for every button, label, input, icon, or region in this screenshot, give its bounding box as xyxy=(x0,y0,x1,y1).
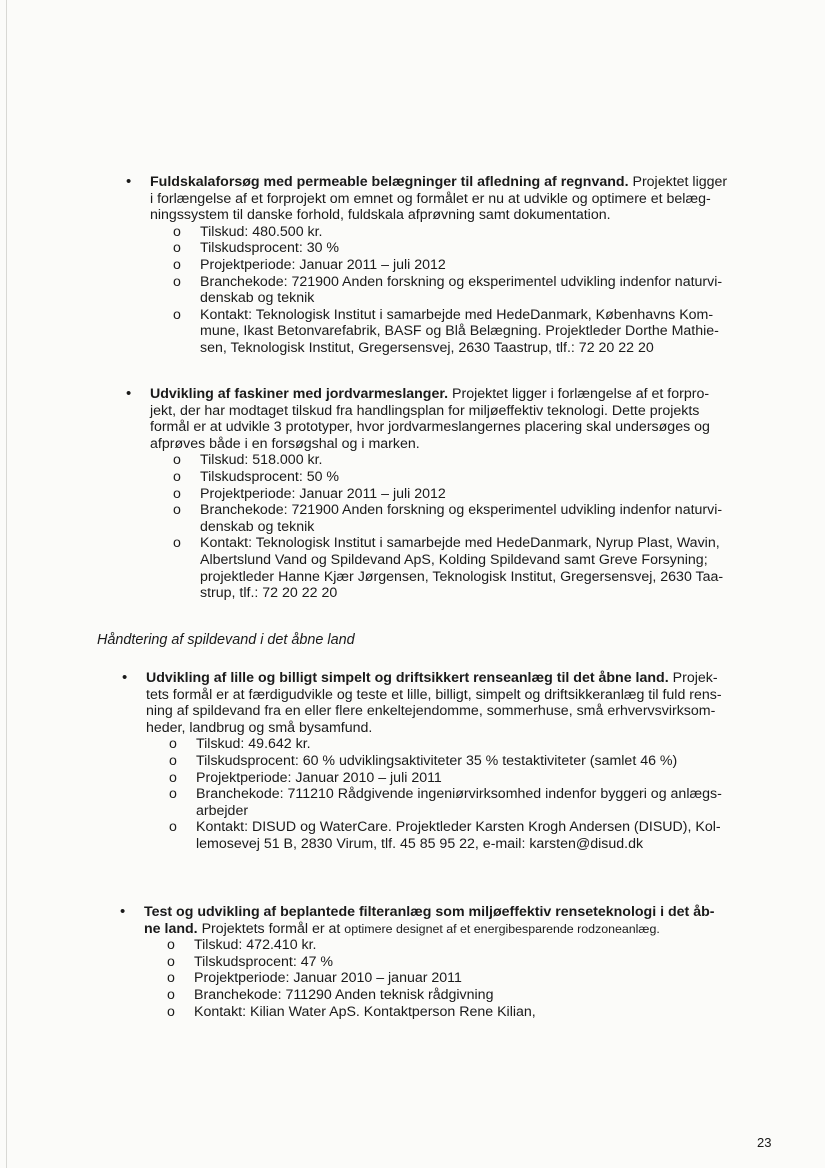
detail-contact xyxy=(144,1004,775,1021)
bullet-icon: • xyxy=(122,669,128,686)
detail-text: Tilskudsprocent: 47 % xyxy=(194,953,334,970)
project-details xyxy=(150,452,775,601)
detail-grant-percent xyxy=(150,469,775,486)
lead-line: Projektet ligger xyxy=(632,174,728,190)
detail-period xyxy=(144,970,775,987)
detail-text: mune, Ikast Betonvarefabrik, BASF og Blå Belægning. Projektleder Dorthe Mathie- xyxy=(200,323,719,340)
detail-text: Kontakt: DISUD og WaterCare. Projektleder Karsten Krogh Andersen (DISUD), Kol- xyxy=(196,819,721,836)
detail-text: Branchekode: 711210 Rådgivende ingeniørvirksomhed indenfor byggeri og anlægs- xyxy=(196,786,722,803)
detail-text: Branchekode: 711290 Anden teknisk rådgivning xyxy=(194,986,494,1003)
project-title: Fuldskalaforsøg med permeable belægninger til afledning af regnvand. xyxy=(150,174,629,190)
detail-text: Branchekode: 721900 Anden forskning og eksperimentel udvikling indenfor naturvi- xyxy=(200,502,723,519)
detail-period xyxy=(150,486,775,503)
lead-line: Projektet ligger i forlængelse af et forpro- xyxy=(452,386,710,402)
project-infiltration-ground-heat xyxy=(126,385,775,602)
detail-text: strup, tlf.: 72 20 22 20 xyxy=(200,585,338,602)
detail-grant xyxy=(150,224,775,241)
lead-line: Projektets formål er at xyxy=(201,920,341,937)
detail-text: sen, Teknologisk Institut, Gregersensvej, 2630 Taastrup, tlf.: 72 20 22 20 xyxy=(200,339,654,356)
detail-text: denskab og teknik xyxy=(200,518,315,535)
sub-bullet-icon: o xyxy=(173,535,181,552)
sub-bullet-icon: o xyxy=(169,752,177,769)
lead-line: formål er at udvikle 3 prototyper, hvor jordvarmeslangernes placering skal undersøges og xyxy=(150,419,710,436)
sub-bullet-icon: o xyxy=(173,240,181,257)
sub-bullet-icon: o xyxy=(167,970,175,987)
bullet-icon: • xyxy=(126,385,132,402)
project-title: Test og udvikling af beplantede filteranlæg som miljøeffektiv renseteknologi i det åb- xyxy=(144,904,715,920)
sub-bullet-icon: o xyxy=(173,452,181,469)
detail-industry-code xyxy=(146,786,775,819)
sub-bullet-icon: o xyxy=(167,953,175,970)
detail-industry-code xyxy=(144,987,775,1004)
detail-text: Projektperiode: Januar 2011 – juli 2012 xyxy=(200,485,446,502)
detail-industry-code xyxy=(150,502,775,535)
detail-grant-percent xyxy=(144,954,775,971)
detail-period xyxy=(146,770,775,787)
detail-text: denskab og teknik xyxy=(200,290,315,307)
sub-bullet-icon: o xyxy=(167,1003,175,1020)
detail-text: Projektperiode: Januar 2011 – juli 2012 xyxy=(200,256,446,273)
lead-line: Projek- xyxy=(672,670,718,686)
bullet-icon: • xyxy=(120,903,126,920)
sub-bullet-icon: o xyxy=(167,937,175,954)
detail-text: lemosevej 51 B, 2830 Virum, tlf. 45 85 95 22, e-mail: karsten@disud.dk xyxy=(196,835,644,852)
detail-text: Tilskud: 472.410 kr. xyxy=(194,937,317,954)
lead-line: i forlængelse af et forprojekt om emnet og formålet er nu at udvikle og optimere et belæg- xyxy=(150,190,711,207)
detail-text: Kontakt: Kilian Water ApS. Kontaktperson Rene Kilian, xyxy=(194,1003,536,1020)
project-lead xyxy=(146,670,775,736)
lead-line: optimere designet af et energibesparende rodzoneanlæg. xyxy=(344,921,660,936)
lead-line: heder, landbrug og små bysamfund. xyxy=(146,719,373,736)
detail-grant-percent xyxy=(150,240,775,257)
detail-text: Projektperiode: Januar 2010 – juli 2011 xyxy=(196,769,442,786)
sub-bullet-icon: o xyxy=(173,306,181,323)
sub-bullet-icon: o xyxy=(169,786,177,803)
project-details xyxy=(150,224,775,357)
detail-grant xyxy=(144,937,775,954)
sub-bullet-icon: o xyxy=(173,273,181,290)
project-title: Udvikling af faskiner med jordvarmeslanger. xyxy=(150,386,449,402)
detail-contact xyxy=(150,535,775,601)
sub-bullet-icon: o xyxy=(169,736,177,753)
project-title: Udvikling af lille og billigt simpelt og driftsikkert renseanlæg til det åbne land. xyxy=(146,670,669,686)
project-lead xyxy=(144,904,775,937)
detail-text: Tilskud: 480.500 kr. xyxy=(200,223,323,240)
bullet-icon: • xyxy=(126,173,132,190)
detail-grant xyxy=(146,736,775,753)
sub-bullet-icon: o xyxy=(173,468,181,485)
project-details xyxy=(144,937,775,1020)
sub-bullet-icon: o xyxy=(173,256,181,273)
detail-period xyxy=(150,257,775,274)
sub-bullet-icon: o xyxy=(167,986,175,1003)
lead-line: jekt, der har modtaget tilskud fra handlingsplan for miljøeffektiv teknologi. Dette projekts xyxy=(150,402,700,419)
detail-text: Tilskudsprocent: 30 % xyxy=(200,240,340,257)
detail-industry-code xyxy=(150,274,775,307)
project-lead xyxy=(150,386,775,452)
lead-line: ning af spildevand fra en eller flere enkeltejendomme, sommerhuse, små erhvervsvirksom- xyxy=(146,703,716,720)
detail-text: Tilskud: 518.000 kr. xyxy=(200,452,323,469)
sub-bullet-icon: o xyxy=(173,485,181,502)
section-heading: Håndtering af spildevand i det åbne land xyxy=(97,632,355,648)
detail-text: Tilskud: 49.642 kr. xyxy=(196,736,311,753)
page-edge-line xyxy=(6,0,7,1168)
sub-bullet-icon: o xyxy=(173,223,181,240)
lead-line: afprøves både i en forsøgshal og i marken. xyxy=(150,435,420,452)
sub-bullet-icon: o xyxy=(173,502,181,519)
page-number: 23 xyxy=(757,1135,772,1150)
lead-line: ningssystem til danske forhold, fuldskala afprøvning samt dokumentation. xyxy=(150,207,611,224)
detail-text: arbejder xyxy=(196,802,249,819)
detail-text: Tilskudsprocent: 50 % xyxy=(200,468,340,485)
detail-text: Kontakt: Teknologisk Institut i samarbejde med HedeDanmark, Københavns Kom- xyxy=(200,306,714,323)
project-planted-filter-systems xyxy=(120,903,775,1020)
detail-grant-percent xyxy=(146,753,775,770)
project-lead xyxy=(150,174,775,224)
detail-text: Kontakt: Teknologisk Institut i samarbejde med HedeDanmark, Nyrup Plast, Wavin, xyxy=(200,535,720,552)
detail-text: Branchekode: 721900 Anden forskning og eksperimentel udvikling indenfor naturvi- xyxy=(200,273,723,290)
project-permeable-pavement xyxy=(126,173,775,357)
detail-text: projektleder Hanne Kjær Jørgensen, Teknologisk Institut, Gregersensvej, 2630 Taa- xyxy=(200,568,724,585)
detail-text: Projektperiode: Januar 2010 – januar 2011 xyxy=(194,970,462,987)
project-title-cont: ne land. xyxy=(144,920,198,937)
lead-line: tets formål er at færdigudvikle og teste et lille, billigt, simpelt og driftsikkeranlæg til fuld rens- xyxy=(146,686,722,703)
detail-text: Tilskudsprocent: 60 % udviklingsaktiviteter 35 % testaktiviteter (samlet 46 %) xyxy=(196,752,678,769)
project-small-treatment-plant xyxy=(122,669,775,853)
project-details xyxy=(146,736,775,852)
detail-grant xyxy=(150,452,775,469)
detail-contact xyxy=(146,819,775,852)
sub-bullet-icon: o xyxy=(169,819,177,836)
detail-contact xyxy=(150,307,775,357)
sub-bullet-icon: o xyxy=(169,769,177,786)
detail-text: Albertslund Vand og Spildevand ApS, Kolding Spildevand samt Greve Forsyning; xyxy=(200,551,708,568)
